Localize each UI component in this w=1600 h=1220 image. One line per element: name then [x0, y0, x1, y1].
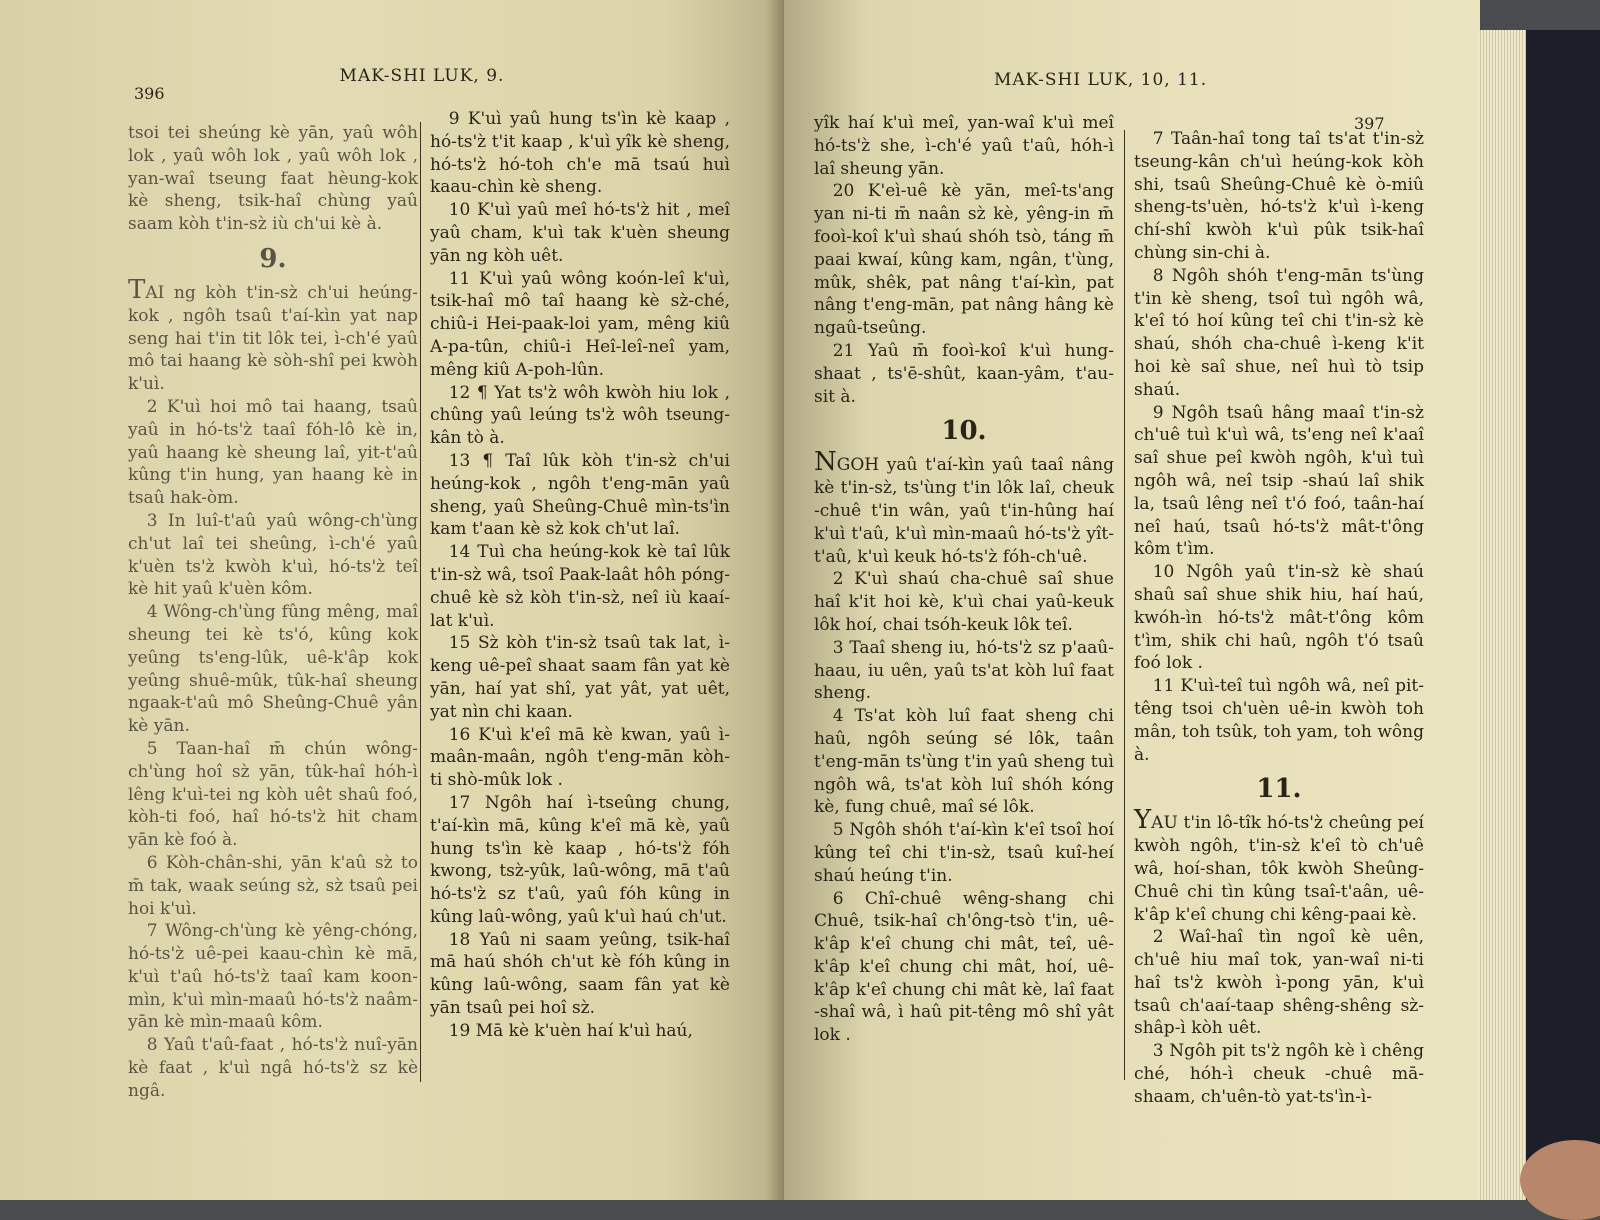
right-page: [784, 0, 1480, 1200]
verse-9-15: 15 Sz̀ kòh t'in-sz̀ tsaû tak lat, ì-keng uê-peî shaat saam fân yat kè yān, haí yat shî, yat yât, yat uêt, yat nìn chi kaan.: [430, 633, 730, 722]
verse-9-5: 5 Taan-haî m̄ chún wông-ch'ùng hoî sz̀ yān, tûk-haî hóh-ì lêng k'uì-tei ng kòh uêt shaû foó, kòh-ti foó, haî hó-ts'z̀ hit cham yān kè foó à.: [128, 738, 418, 851]
left-column-2: [430, 108, 730, 1043]
right-column-1: [814, 112, 1114, 1047]
verse-10-1: GOH yaû t'aí-kìn yaû taaî nâng kè t'in-sz̀, ts'ùng t'in lôk laî, cheuk -chuê t'in wân, yaû t'in-hûng haí k'uì t'aû, k'uì mìn-maaû hó-ts'z̀ yît-t'aû, k'uì keuk hó-ts'z̀ fóh-ch'uê.: [814, 455, 1114, 567]
verse-11-2: 2 Waî-haî tìn ngoî kè uên, ch'uê hiu maî tok, yan-waî ni-ti haî ts'z̀ kwòh ì-pong yān, k'uì tsaû ch'aaí-taap shêng-shêng sz̀-shâp-ì kòh uêt.: [1134, 927, 1424, 1039]
right-column-2: [1134, 128, 1424, 1109]
verse-9-21: 21 Yaû m̄ fooì-koî k'uì hung-shaat , ts'ē-shût, kaan-yâm, t'au-sit à.: [814, 340, 1114, 407]
verse-9-6: 6 Kòh-chân-shi, yān k'aû sz̀ to m̄ tak, waak seúng sz̀, sz̀ tsaû pei hoi k'uì.: [128, 852, 418, 919]
verse-9-14: 14 Tuì cha heúng-kok kè taî lûk t'in-sz̀ wâ, tsoî Paak-laât hôh póng-chuê kè sz̀ kòh t'in-sz̀, neî iù kaaí-lat k'uì.: [430, 542, 730, 631]
verse-9-8: 8 Yaû t'aû-faat , hó-ts'z̀ nuî-yān kè faat , k'uì ngâ hó-ts'z̀ sz kè ngâ.: [128, 1035, 418, 1101]
verse-11-3: 3 Ngôh pit ts'z̀ ngôh kè ì chêng ché, hóh-ì cheuk -chuê mā-shaam, ch'uên-tò yat-ts'ìn-ì-: [1134, 1041, 1424, 1107]
chapter-heading-11: 11.: [1256, 774, 1302, 805]
verse-9-9: 9 K'uì yaû hung ts'ìn kè kaap , hó-ts'z̀ t'it kaap , k'uì yîk kè sheng, hó-ts'z̀ hó-toh ch'e mā tsaú huì kaau-chìn kè sheng.: [430, 109, 730, 198]
verse-9-2: 2 K'uì hoi mô tai haang, tsaû yaû in hó-ts'z̀ taaî fóh-lô kè in, yaû haang kè sheung laî, yit-t'aû kûng t'in hung, yan haang kè in tsaû hak-òm.: [128, 396, 418, 509]
verse-9-16: 16 K'uì k'eî mā kè kwan, yaû ì-maân-maân, ngôh t'eng-mān kòh-ti shò-mûk lok .: [430, 724, 730, 791]
verse-9-18: 18 Yaû ni saam yeûng, tsik-haî mā haú shóh ch'ut kè fóh kûng in kûng laû-wông, saam fân yat kè yān tsaû pei hoî sz̀.: [430, 929, 730, 1019]
book-cover: [1526, 30, 1600, 1200]
chapter-heading-10: 10.: [941, 416, 987, 447]
left-page-number: 396: [134, 84, 165, 103]
left-page: [0, 0, 784, 1200]
verse-9-12: 12 ¶ Yat ts'z̀ wôh kwòh hiu lok , chûng yaû leúng ts'z̀ wôh tseung-kân tò à.: [430, 382, 730, 449]
verse-10-4: 4 Ts'at kòh luî faat sheng chi haû, ngôh seúng sé lôk, taân t'eng-mān ts'ùng t'in yaû sheng tuì ngôh wâ, ts'at kòh luî shóh kóng kè, fung chuê, maî sé lôk.: [814, 706, 1114, 818]
verse-9-19: 19 Mā kè k'uèn haí k'uì haú,: [448, 1020, 693, 1041]
verse-9-11: 11 K'uì yaû wông koón-leî k'uì, tsik-haî mô taî haang kè sz̀-ché, chiû-i Hei-paak-loi yam, mêng kiû A-pa-tûn, chiû-i Heî-leî-neî yam, mêng kiû A-poh-lûn.: [430, 268, 730, 380]
dropcap-11: Y: [1134, 805, 1152, 836]
right-col1-intro: yîk haí k'uì meî, yan-waî k'uì meî hó-ts'z̀ she, ì-ch'é yaû t'aû, hóh-ì laî sheung yān.: [814, 113, 1114, 179]
verse-10-5: 5 Ngôh shóh t'aí-kìn k'eî tsoî hoí kûng teî chi t'in-sz̀, tsaû kuî-heí shaú heúng t'in.: [814, 820, 1114, 886]
right-running-head: MAK-SHI LUK, 10, 11.: [994, 70, 1208, 90]
left-running-head: MAK-SHI LUK, 9.: [339, 66, 505, 86]
verse-10-6: 6 Chî-chuê wêng-shang chi Chuê, tsik-haî ch'ông-tsò t'in, uê-k'âp k'eî chung chi mât, teî, uê-k'âp k'eî chung chi mât, hoí, uê-k'âp k'eî chung chi mât kè, laî faat -shaî wâ, ì haû pit-têng mô shî yât lok .: [814, 888, 1114, 1046]
verse-11-1: AU t'in lô-tîk hó-ts'z̀ cheûng peí kwòh ngôh, t'in-sz̀ k'eî tò ch'uê wâ, hoí-shan, tôk kwòh Sheûng-Chuê chi tìn kûng tsaî-t'aân, uê-k'âp k'eî chung chi kêng-paai kè.: [1134, 813, 1424, 925]
left-column-1: [128, 122, 418, 1103]
page-edges: [1478, 30, 1526, 1200]
chapter-heading-9: 9.: [259, 243, 287, 274]
right-page-number: 397: [1354, 114, 1385, 133]
verse-10-8: 8 Ngôh shóh t'eng-mān ts'ùng t'in kè sheng, tsoî tuì ngôh wâ, k'eî tó hoí kûng teî chi t'in-sz̀ kè shaú, shóh cha-chuê ì-keng k'it hoi kè saî shue, neî huì tò tsip shaú.: [1134, 265, 1424, 400]
verse-9-4: 4 Wông-ch'ùng fûng mêng, maî sheung tei kè ts'ó, kûng kok yeûng ts'eng-lûk, uê-k'âp kok yeûng shuê-mûk, tûk-haî sheung ngaak-t'aû mô Sheûng-Chuê yân kè yān.: [128, 602, 418, 737]
verse-9-13: 13 ¶ Taî lûk kòh t'in-sz̀ ch'ui heúng-kok , ngôh t'eng-mān yaû sheng, yaû Sheûng-Chuê mìn-ts'ìn kam t'aan kè sz̀ kok ch'ut laî.: [430, 450, 730, 540]
left-column-rule: [420, 122, 421, 1082]
verse-10-2: 2 K'uì shaú cha-chuê saî shue haî k'it hoi kè, k'uì chai yaû-keuk lôk hoí, chai tsóh-keuk lôk teî.: [814, 569, 1114, 635]
verse-10-11: 11 K'uì-teî tuì ngôh wâ, neî pit-têng tsoi ch'uèn uê-in kwòh toh mân, toh tsûk, toh yam, toh wông à.: [1134, 676, 1424, 765]
verse-9-1: AI ng kòh t'in-sz̀ ch'ui heúng-kok , ngôh tsaû t'aí-kìn yat nap seng hai t'in tit lôk tei, ì-ch'é yaû mô tai haang kè sòh-shî pei kwòh k'uì.: [128, 282, 418, 395]
verse-10-10: 10 Ngôh yaû t'in-sz̀ kè shaú shaû saî shue shik hiu, haí haú, kwóh-ìn hó-ts'z̀ mât-t'ông kôm t'ìm, shik chi haû, ngôh t'ó tsaû foó lok .: [1134, 562, 1424, 674]
left-col1-intro: tsoi tei sheúng kè yān, yaû wôh lok , yaû wôh lok , yaû wôh lok , yan-waî tseung faat hèung-kok kè sheng, tsik-haî chùng yaû saam kòh t'in-sz̀ iù ch'ui kè à.: [128, 123, 418, 235]
dropcap-10: N: [814, 447, 837, 478]
verse-9-17: 17 Ngôh haí ì-tseûng chung, t'aí-kìn mā, kûng k'eî mā kè, yaû hung ts'ìn kè kaap , hó-ts'z̀ fóh kwong, tsz̀-yûk, laû-wông, mā t'aû hó-ts'z̀ sz t'aû, yaû fóh kûng in kûng laû-wông, yaû k'uì haú ch'ut.: [430, 792, 730, 927]
verse-10-3: 3 Taaî sheng iu, hó-ts'z̀ sz p'aaû-haau, iu uên, yaû ts'at kòh luî faat sheng.: [814, 637, 1114, 704]
verse-9-3: 3 In luî-t'aû yaû wông-ch'ùng ch'ut laî tei sheûng, ì-ch'é yaû k'uèn ts'z̀ kwòh k'uì, hó-ts'z̀ teî kè hit yaû k'uèn kôm.: [128, 510, 418, 600]
verse-9-10: 10 K'uì yaû meî hó-ts'z̀ hit , meî yaû cham, k'uì tak k'uèn sheung yān ng kòh uêt.: [430, 200, 730, 266]
verse-10-9: 9 Ngôh tsaû hâng maaî t'in-sz̀ ch'uê tuì k'uì wâ, ts'eng neî k'aaî saî shue peî kwòh ngôh, k'uì tuì ngôh wâ, neî tsip -shaú laî shik la, tsaû lêng neî t'ó foó, taân-haí neî haú, tsaû hó-ts'z̀ mât-t'ông kôm t'ìm.: [1134, 402, 1424, 560]
verse-9-7: 7 Wông-ch'ùng kè yêng-chóng, hó-ts'z̀ uê-pei kaau-chìn kè mā, k'uì t'aû hó-ts'z̀ taaî kam koon-mìn, k'uì mìn-maaû hó-ts'z̀ naâm-yān kè mìn-maaû kôm.: [128, 921, 418, 1033]
verse-9-20: 20 K'eì-uê kè yān, meî-ts'ang yan ni-ti m̄ naân sz̀ kè, yêng-in m̄ fooì-koî k'uì shaú shóh tsò, táng m̄ paai kwaí, kûng kam, ngân, t'ùng, mûk, shêk, pat nâng t'aí-kìn, pat nâng t'eng-mān, pat nâng hâng kè ngaû-tseûng.: [814, 181, 1114, 339]
dropcap-9: T: [128, 274, 146, 305]
verse-10-7: 7 Taân-haî tong taî ts'at t'in-sz̀ tseung-kân ch'uì heúng-kok kòh shi, tsaû Sheûng-Chuê kè ò-miû sheng-ts'uèn, hó-ts'z̀ k'uì ì-keng chí-shî kwòh k'uì pûk tsik-haî chùng sin-chi à.: [1134, 129, 1424, 263]
right-column-rule: [1124, 130, 1125, 1080]
